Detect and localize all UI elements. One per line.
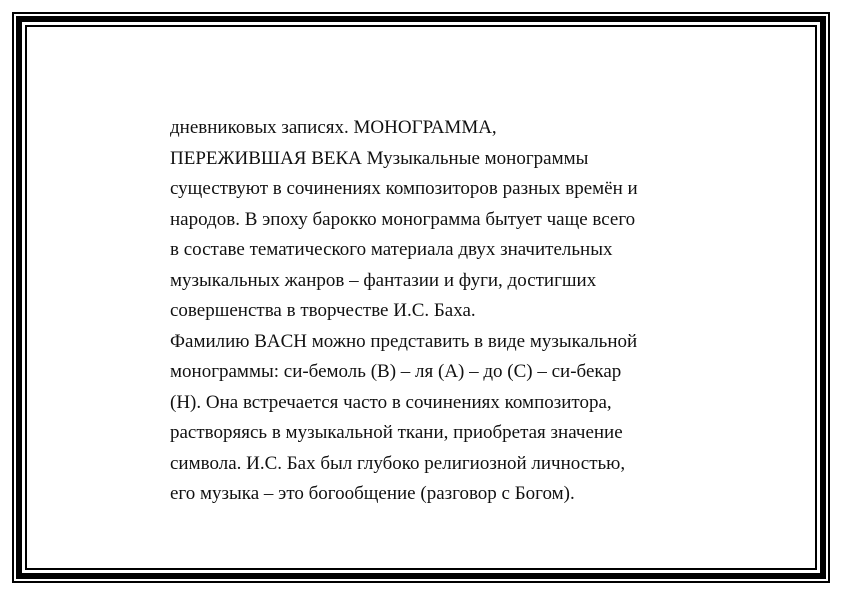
- text-line: Фамилию BACH можно представить в виде музыкальной: [170, 330, 638, 352]
- text-line: растворяясь в музыкальной ткани, приобретая значение: [170, 422, 623, 443]
- text-line: существуют в сочинениях композиторов разных времён и: [170, 178, 638, 199]
- text-line: его музыка – это богообщение (разговор с Богом).: [170, 483, 575, 504]
- text-line: дневниковых записях. МОНОГРАММА,: [170, 117, 497, 138]
- text-line: (H). Она встречается часто в сочинениях композитора,: [170, 391, 612, 413]
- body-text: [170, 113, 730, 510]
- text-line: монограммы: си-бемоль (B) – ля (A) – до (C) – си-бекар: [170, 361, 622, 382]
- text-line: ПЕРЕЖИВШАЯ ВЕКА Музыкальные монограммы: [170, 147, 589, 169]
- text-line: в составе тематического материала двух значительных: [170, 239, 613, 260]
- text-line: народов. В эпоху барокко монограмма бытует чаще всего: [170, 208, 636, 230]
- text-line: символа. И.С. Бах был глубоко религиозной личностью,: [170, 452, 626, 474]
- text-line: совершенства в творчестве И.С. Баха.: [170, 300, 476, 321]
- text-line: музыкальных жанров – фантазии и фуги, достигших: [170, 269, 597, 291]
